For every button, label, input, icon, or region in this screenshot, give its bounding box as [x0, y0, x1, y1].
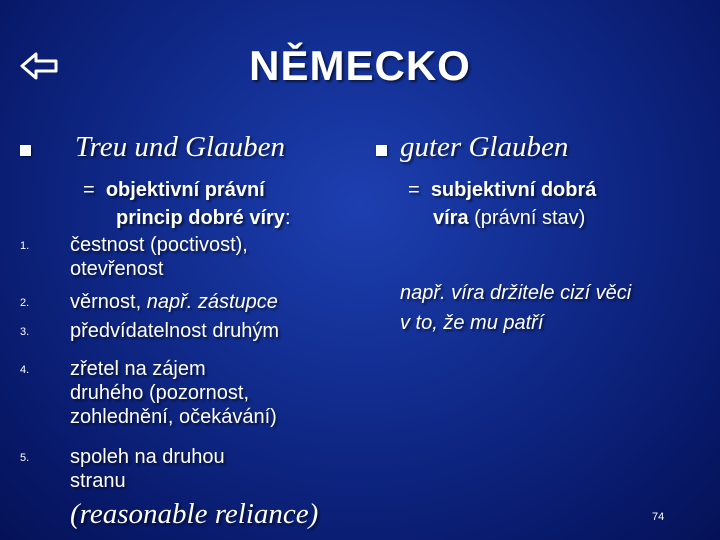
right-definition-line1: [408, 178, 596, 202]
list-number: 1.: [20, 240, 30, 252]
left-heading: Treu und Glauben: [75, 131, 285, 163]
right-example: [400, 278, 631, 338]
list-item-line: zřetel na zájem: [70, 358, 206, 380]
right-definition-line2: [433, 206, 585, 230]
left-definition-line2: [116, 206, 291, 230]
definition-rest-text: (právní stav): [468, 207, 586, 229]
list-item-line: spoleh na druhou: [70, 446, 225, 468]
bullet-icon: [376, 145, 387, 156]
list-number: 2.: [20, 297, 30, 309]
list-item: [70, 445, 225, 493]
right-heading: guter Glauben: [400, 131, 569, 163]
list-item-line: předvídatelnost druhým: [70, 320, 280, 342]
list-item-line: zohlednění, očekávání): [70, 406, 277, 428]
list-item-line: druhého (pozornost,: [70, 382, 250, 404]
list-item-line: otevřenost: [70, 258, 164, 280]
list-item: [70, 233, 248, 281]
arrow-left-icon[interactable]: [18, 44, 62, 88]
left-definition-line1: [83, 178, 265, 202]
page-number: 74: [652, 511, 665, 523]
slide-title: NĚMECKO: [249, 42, 471, 89]
definition-bold-text: víra: [433, 207, 469, 229]
list-item-text: věrnost,: [70, 291, 147, 313]
list-number: 5.: [20, 452, 30, 464]
list-item: [70, 290, 278, 314]
definition-text: objektivní právní: [105, 179, 265, 201]
bullet-icon: [20, 145, 31, 156]
equals-sign: =: [83, 179, 95, 201]
list-number: 3.: [20, 326, 30, 338]
equals-sign: =: [408, 179, 420, 201]
list-item: [70, 319, 279, 343]
list-number: 4.: [20, 364, 30, 376]
list-item-line: stranu: [70, 470, 126, 492]
example-line: např. víra držitele cizí věci: [400, 282, 632, 304]
definition-rest-text: :: [284, 207, 291, 229]
footnote-text: (reasonable reliance): [70, 498, 319, 530]
list-item-italic-text: např. zástupce: [146, 291, 278, 313]
definition-text: subjektivní dobrá: [430, 179, 597, 201]
list-item: [70, 357, 277, 429]
definition-bold-text: princip dobré víry: [116, 207, 285, 229]
example-line: v to, že mu patří: [400, 312, 544, 334]
list-item-line: čestnost (poctivost),: [70, 234, 248, 256]
